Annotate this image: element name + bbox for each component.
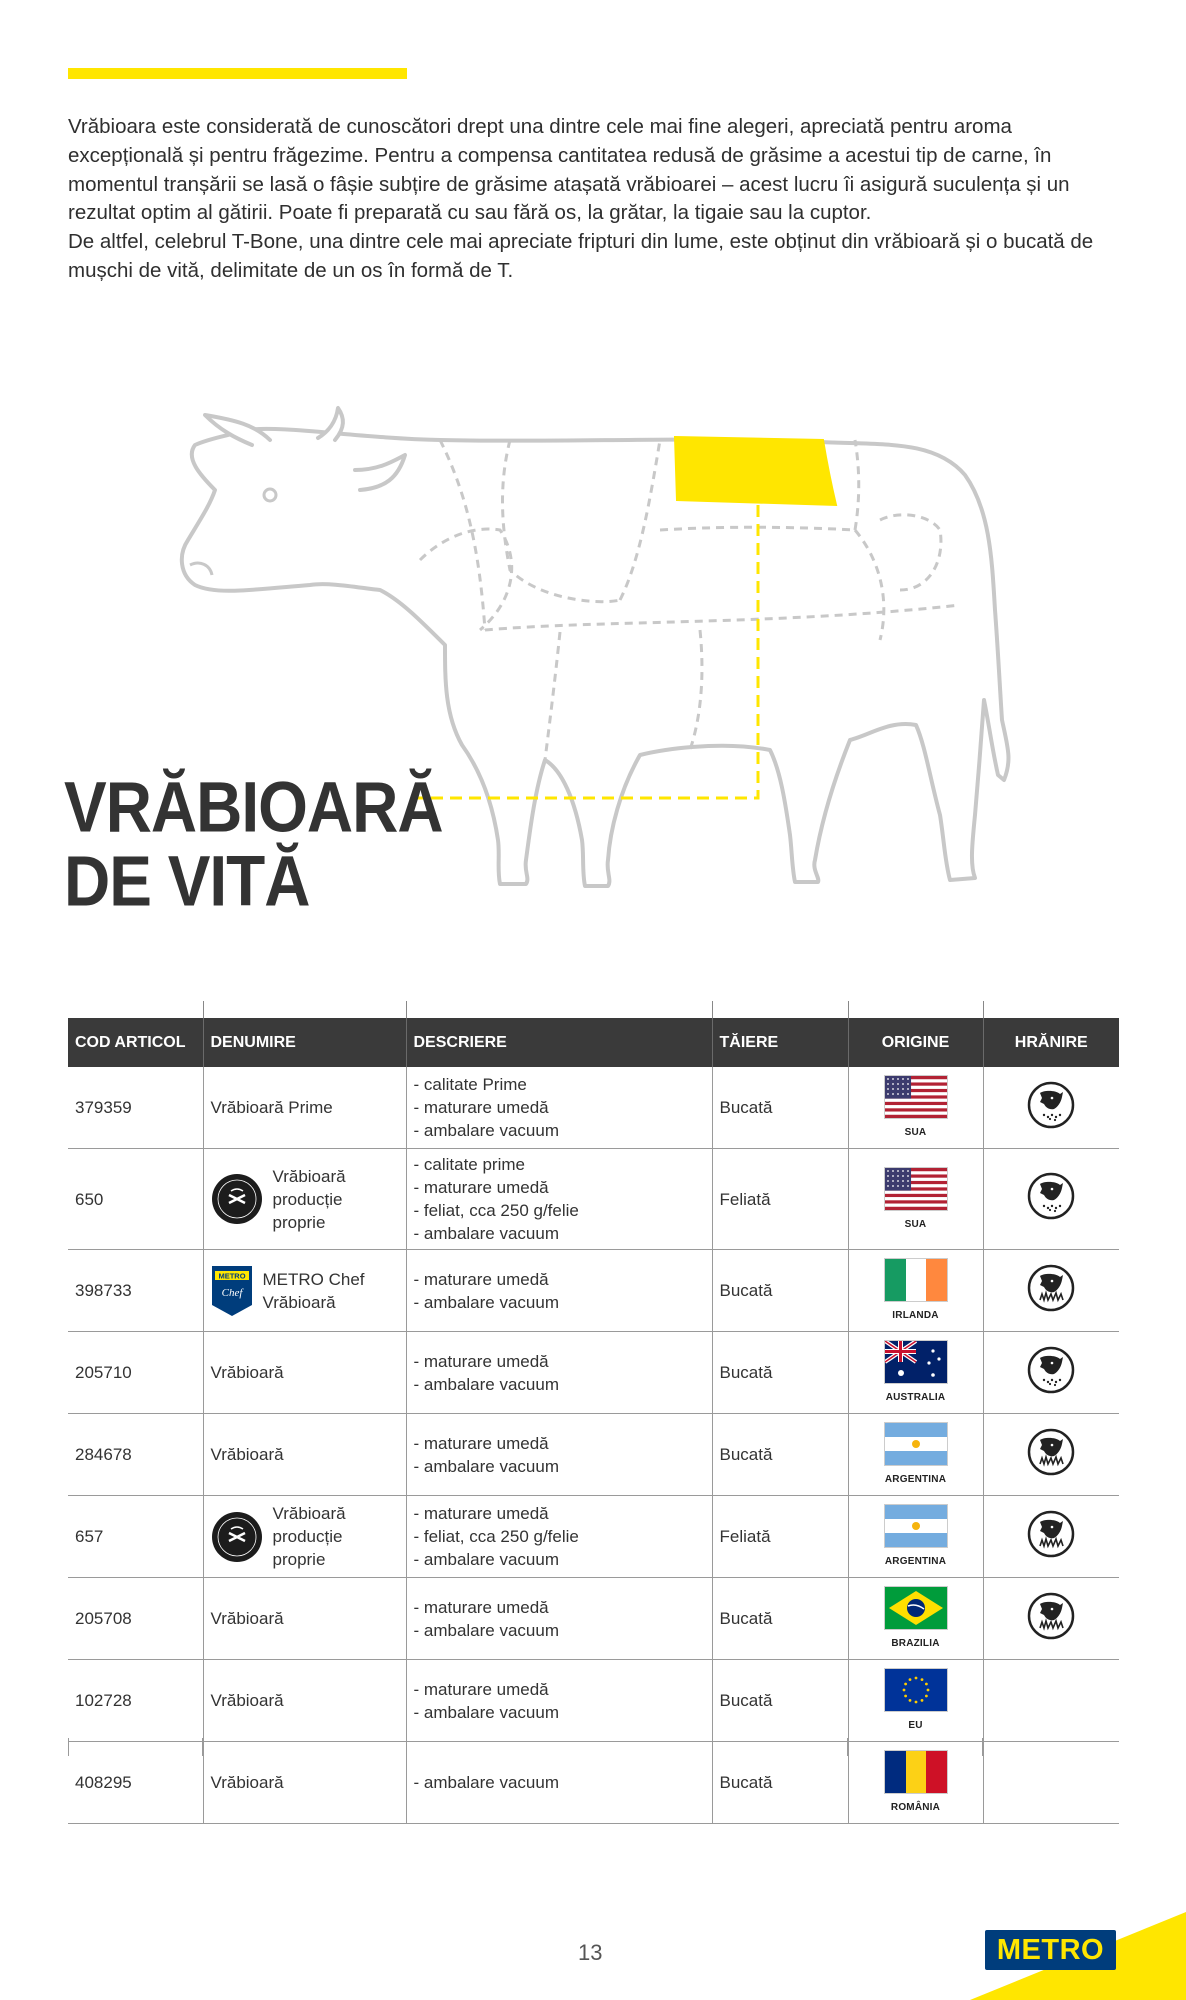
- svg-text:Chef: Chef: [221, 1286, 242, 1299]
- product-name: Vrăbioară: [210, 1609, 284, 1628]
- description-line: - maturare umedă: [413, 1679, 549, 1699]
- cell-cod: 205710: [68, 1332, 203, 1414]
- description-line: - maturare umedă: [413, 1269, 549, 1289]
- origin-label: ROMÂNIA: [890, 1802, 941, 1813]
- cell-descriere: [406, 1660, 712, 1742]
- table-row: [68, 1578, 1119, 1660]
- product-name-line: METRO Chef: [262, 1269, 365, 1289]
- cell-taiere: Feliată: [712, 1496, 848, 1578]
- cell-cod: 102728: [68, 1660, 203, 1742]
- expertiza-badge-icon: [211, 1173, 263, 1225]
- grass-fed-icon: [1026, 1263, 1076, 1313]
- description-line: - maturare umedă: [413, 1597, 549, 1617]
- origin-label: EU: [908, 1720, 923, 1731]
- page-title: [64, 766, 443, 922]
- title-line-2: DE VITĂ: [64, 840, 310, 922]
- description-line: - ambalare vacuum: [413, 1224, 560, 1243]
- cell-descriere: [406, 1250, 712, 1332]
- cow-horn-right: [318, 408, 343, 440]
- product-name: Vrăbioară: [210, 1363, 284, 1382]
- product-name: Vrăbioară: [210, 1773, 284, 1792]
- cell-taiere: Bucată: [712, 1250, 848, 1332]
- cell-origine: [848, 1578, 983, 1660]
- header-hranire: HRĂNIRE: [983, 1018, 1119, 1067]
- intro-text: [68, 113, 1128, 286]
- description-line: - ambalare vacuum: [413, 1374, 560, 1394]
- cell-denumire: [203, 1742, 406, 1824]
- cell-denumire: [203, 1332, 406, 1414]
- origin-label: ARGENTINA: [884, 1474, 947, 1485]
- table-row: [68, 1149, 1119, 1250]
- cell-hranire: [983, 1578, 1119, 1660]
- product-table: [68, 1018, 1119, 1824]
- cell-descriere: [406, 1496, 712, 1578]
- expertiza-badge-icon: [211, 1511, 263, 1563]
- description-line: - feliat, cca 250 g/felie: [413, 1527, 579, 1546]
- table-divider: [202, 1738, 203, 1756]
- cell-taiere: Bucată: [712, 1414, 848, 1496]
- cell-taiere: Bucată: [712, 1067, 848, 1149]
- table-row: [68, 1414, 1119, 1496]
- cell-hranire: [983, 1660, 1119, 1742]
- ireland-flag-icon: [884, 1258, 948, 1302]
- description-line: - maturare umedă: [413, 1504, 549, 1523]
- cell-hranire: [983, 1496, 1119, 1578]
- cell-descriere: [406, 1149, 712, 1250]
- usa-flag-icon: [884, 1167, 948, 1211]
- product-name-line: Vrăbioară: [262, 1292, 336, 1312]
- cell-origine: [848, 1149, 983, 1250]
- cell-cod: 379359: [68, 1067, 203, 1149]
- header-descriere: DESCRIERE: [406, 1018, 712, 1067]
- table-divider: [982, 1738, 983, 1756]
- cell-origine: [848, 1742, 983, 1824]
- description-line: - ambalare vacuum: [413, 1456, 560, 1476]
- table-row: [68, 1332, 1119, 1414]
- cell-hranire: [983, 1414, 1119, 1496]
- origin-label: SUA: [904, 1218, 927, 1230]
- description-line: - ambalare vacuum: [413, 1292, 560, 1312]
- description-line: - ambalare vacuum: [413, 1550, 560, 1569]
- description-line: - ambalare vacuum: [413, 1773, 560, 1792]
- cell-taiere: Bucată: [712, 1742, 848, 1824]
- header-origine: ORIGINE: [848, 1018, 983, 1067]
- product-name-line: proprie: [272, 1212, 326, 1232]
- cell-cod: 398733: [68, 1250, 203, 1332]
- table-row: [68, 1742, 1119, 1824]
- grass-fed-icon: [1026, 1591, 1076, 1641]
- product-name-line: producție: [272, 1189, 343, 1209]
- cell-hranire: [983, 1250, 1119, 1332]
- description-line: - feliat, cca 250 g/felie: [413, 1201, 579, 1220]
- product-name-line: proprie: [272, 1550, 326, 1569]
- cell-denumire: [203, 1414, 406, 1496]
- cell-cod: 408295: [68, 1742, 203, 1824]
- cell-origine: [848, 1332, 983, 1414]
- grain-fed-icon: [1026, 1171, 1076, 1221]
- argentina-flag-icon: [884, 1422, 948, 1466]
- description-line: - ambalare vacuum: [413, 1620, 560, 1640]
- table-header-row: [68, 1018, 1119, 1067]
- title-line-1: VRĂBIOARĂ: [64, 766, 443, 848]
- origin-label: SUA: [904, 1127, 927, 1138]
- page-number: 13: [578, 1940, 603, 1965]
- product-name-line: Vrăbioară: [272, 1504, 346, 1523]
- highlighted-cut-sirloin: [675, 437, 836, 505]
- cell-cod: 650: [68, 1149, 203, 1250]
- cell-hranire: [983, 1742, 1119, 1824]
- description-line: - maturare umedă: [413, 1178, 549, 1197]
- metro-logo: METRO: [985, 1930, 1116, 1970]
- table-row: [68, 1250, 1119, 1332]
- brazil-flag-icon: [884, 1586, 948, 1630]
- product-name: Vrăbioară: [210, 1691, 284, 1710]
- intro-paragraph-1: Vrăbioara este considerată de cunoscători drept una dintre cele mai fine alegeri, apreciată pentru aroma excepțională și pentru frăgezime. Pentru a compensa cantitatea redusă de grăsime a acestui tip de carne, în momentul tranșării se lasă o fâșie subțire de grăsime atașată vrăbioarei – acest lucru îi asigură suculența și un rezultat optim al gătirii. Poate fi preparată cu sau fără os, la grătar, la tigaie sau la cuptor.: [68, 115, 1070, 225]
- product-name: Vrăbioară: [210, 1445, 284, 1464]
- table-divider: [68, 1738, 69, 1756]
- cell-denumire: [203, 1067, 406, 1149]
- description-line: - maturare umedă: [413, 1433, 549, 1453]
- cell-descriere: [406, 1742, 712, 1824]
- origin-label: ARGENTINA: [884, 1556, 947, 1567]
- cell-taiere: Bucată: [712, 1332, 848, 1414]
- table-row: [68, 1660, 1119, 1742]
- cell-denumire: [203, 1149, 406, 1250]
- cell-hranire: [983, 1332, 1119, 1414]
- product-name-line: producție: [272, 1527, 343, 1546]
- cell-cod: 284678: [68, 1414, 203, 1496]
- table-divider: [847, 1738, 848, 1756]
- cell-descriere: [406, 1067, 712, 1149]
- grass-fed-icon: [1026, 1427, 1076, 1477]
- description-line: - maturare umedă: [413, 1098, 549, 1117]
- cell-denumire: [203, 1578, 406, 1660]
- svg-text:METRO: METRO: [217, 1271, 246, 1280]
- cell-origine: [848, 1496, 983, 1578]
- cell-descriere: [406, 1332, 712, 1414]
- cell-denumire: [203, 1660, 406, 1742]
- origin-label: IRLANDA: [892, 1310, 939, 1321]
- intro-paragraph-2: De altfel, celebrul T-Bone, una dintre cele mai apreciate fripturi din lume, este obținut din vrăbioară și o bucată de mușchi de vită, delimitate de un os în formă de T.: [68, 230, 1094, 282]
- accent-bar: [68, 68, 407, 79]
- table-divider: [406, 1738, 407, 1756]
- description-line: - calitate Prime: [413, 1075, 527, 1094]
- description-line: - ambalare vacuum: [413, 1702, 560, 1722]
- header-cod: COD ARTICOL: [68, 1018, 203, 1067]
- grain-fed-icon: [1026, 1080, 1076, 1130]
- cell-taiere: Feliată: [712, 1149, 848, 1250]
- cell-denumire: [203, 1496, 406, 1578]
- cell-taiere: Bucată: [712, 1578, 848, 1660]
- australia-flag-icon: [884, 1340, 948, 1384]
- cell-cod: 657: [68, 1496, 203, 1578]
- description-line: - ambalare vacuum: [413, 1121, 560, 1140]
- description-line: - maturare umedă: [413, 1351, 549, 1371]
- cell-descriere: [406, 1578, 712, 1660]
- product-name-line: Vrăbioară: [272, 1166, 346, 1186]
- origin-label: BRAZILIA: [891, 1638, 940, 1649]
- metro-chef-logo-icon: [211, 1265, 253, 1317]
- romania-flag-icon: [884, 1750, 948, 1794]
- argentina-flag-icon: [884, 1504, 948, 1548]
- header-taiere: TĂIERE: [712, 1018, 848, 1067]
- origin-label: AUSTRALIA: [885, 1392, 946, 1403]
- table-row: [68, 1067, 1119, 1149]
- table-row: [68, 1496, 1119, 1578]
- cell-origine: [848, 1414, 983, 1496]
- cell-hranire: [983, 1149, 1119, 1250]
- cell-descriere: [406, 1414, 712, 1496]
- cell-origine: [848, 1660, 983, 1742]
- cell-hranire: [983, 1067, 1119, 1149]
- cell-denumire: [203, 1250, 406, 1332]
- header-denumire: DENUMIRE: [203, 1018, 406, 1067]
- cell-cod: 205708: [68, 1578, 203, 1660]
- table-divider: [712, 1738, 713, 1756]
- product-name: Vrăbioară Prime: [210, 1098, 333, 1117]
- grain-fed-icon: [1026, 1345, 1076, 1395]
- cell-origine: [848, 1250, 983, 1332]
- eu-flag-icon: [884, 1668, 948, 1712]
- cell-origine: [848, 1067, 983, 1149]
- cell-taiere: Bucată: [712, 1660, 848, 1742]
- description-line: - calitate prime: [413, 1155, 525, 1174]
- grass-fed-icon: [1026, 1509, 1076, 1559]
- usa-flag-icon: [884, 1075, 948, 1119]
